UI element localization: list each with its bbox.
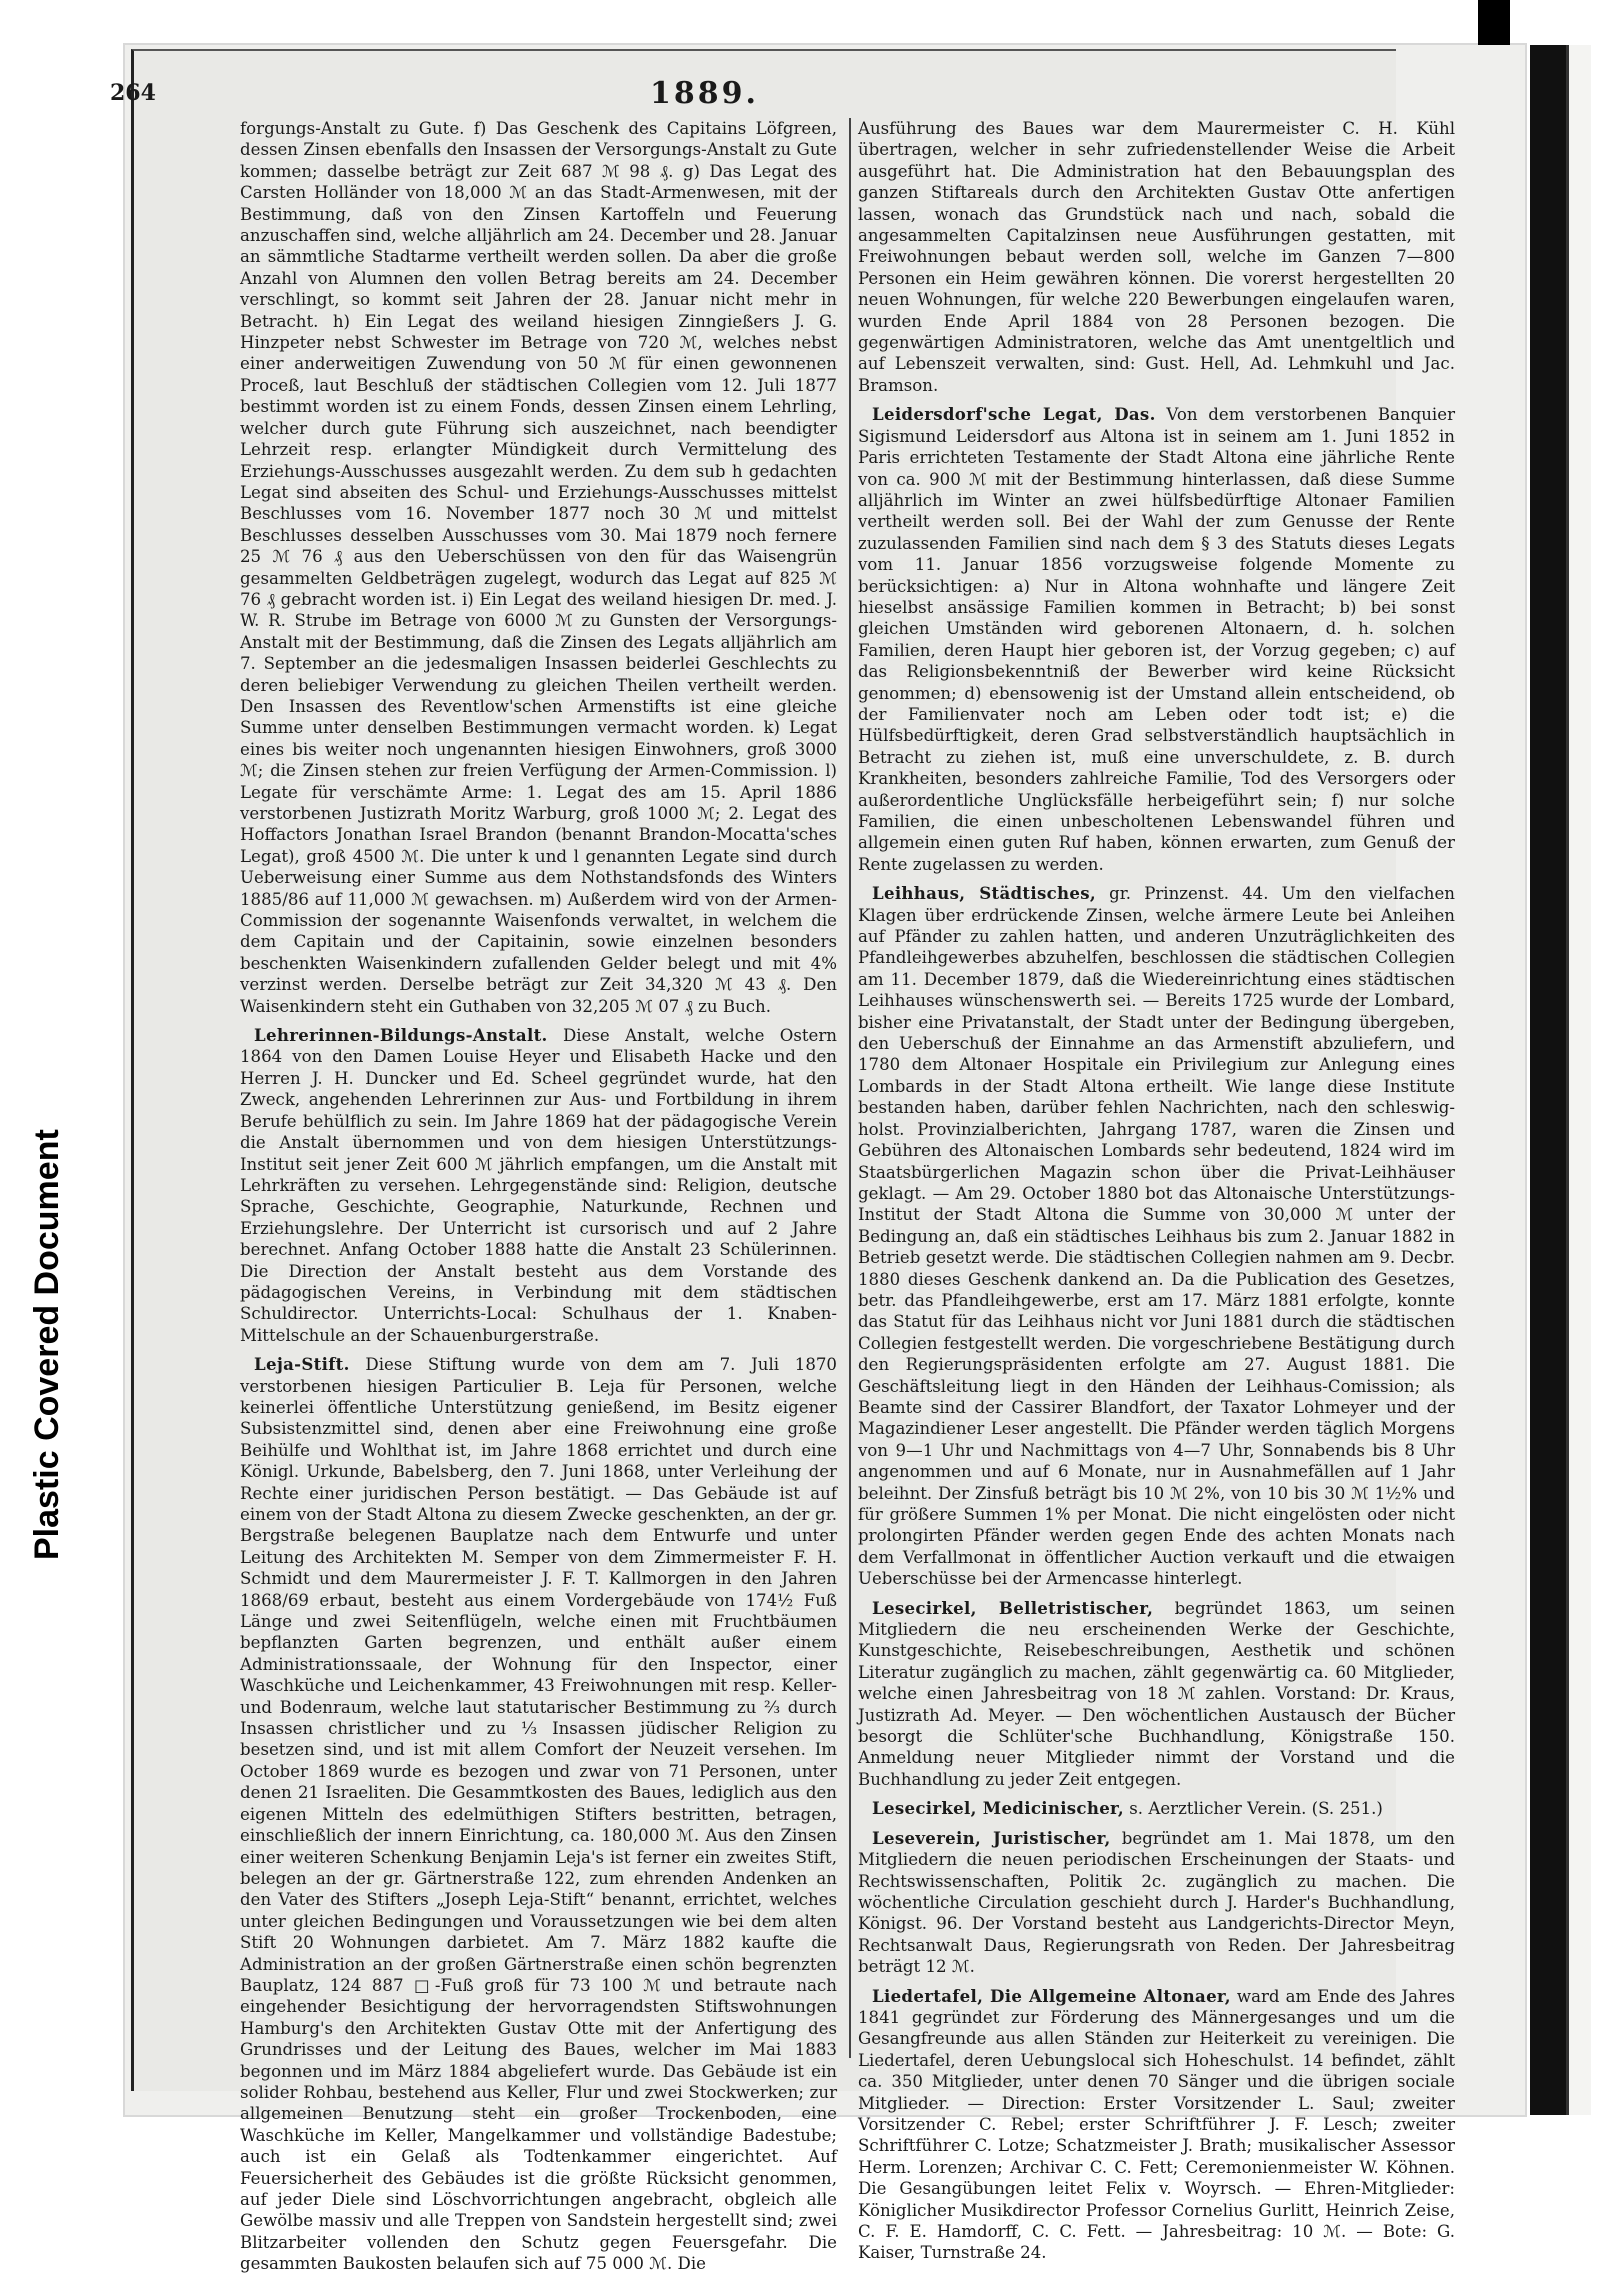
- entry-text: s. Aerztlicher Verein. (S. 251.): [1129, 1799, 1383, 1819]
- entry-text: Diese Anstalt, welche Ostern 1864 von den Damen Louise Heyer und Elisabeth Hacke und den Herren J. H. Duncker und Ed. Scheel gegründet wurde, hat den Zweck, angehenden Lehrerinnen zur Aus- und Fortbildung in ihrem Berufe behülflich zu sein. Im Jahre 1869 hat der pädagogische Verein die Anstalt übernommen und von dem hiesigen Unterstützungs-Institut seit jener Zeit 600 ℳ jährlich empfangen, um die Anstalt mit Lehrkräften zu versehen. Lehrgegenstände sind: Religion, deutsche Sprache, Geschichte, Geographie, Naturkunde, Rechnen und Erziehungslehre. Der Unterricht ist cursorisch und auf 2 Jahre berechnet. Anfang October 1888 hatte die Anstalt 23 Schülerinnen. Die Direction der Anstalt besteht aus dem Vorstande des pädagogischen Vereins, in Verbindung mit dem städtischen Schuldirector. Unterrichts-Local: Schulhaus der 1. Knaben-Mittelschule an der Schauenburgerstraße.: [240, 1026, 837, 1345]
- entry-heading: Leja-Stift.: [254, 1354, 350, 1375]
- entry-text: ward am Ende des Jahres 1841 gegründet zur Förderung des Männergesanges und um die Gesangfreunde aus allen Ständen zur Heiterkeit zu vereinigen. Die Liedertafel, deren Uebungslocal sich Hoheschulst. 14 befindet, zählt ca. 350 Mitglieder, unter denen 70 Sänger und die übrigen sociale Mitglieder. — Direction: Erster Vorsitzender L. Saul; zweiter Vorsitzender C. Rebel; erster Schriftführer J. F. Lesch; zweiter Schriftführer C. Lotze; Schatzmeister J. Brath; musikalischer Assessor Herm. Lorenzen; Archivar C. C. Fett; Ceremonienmeister W. Köhnen. Die Gesangübungen leitet Felix v. Woyrsch. — Ehren-Mitglieder: Königlicher Musikdirector Professor Cornelius Gurlitt, Heinrich Zeise, C. F. E. Hamdorff, C. C. Fett. — Jahresbeitrag: 10 ℳ. — Bote: G. Kaiser, Turnstraße 24.: [858, 1986, 1455, 2263]
- entry-paragraph: [858, 1798, 1455, 1819]
- entry-heading: Lehrerinnen-Bildungs-Anstalt.: [254, 1025, 548, 1046]
- entry-heading: Lesecirkel, Belletristischer,: [872, 1597, 1154, 1618]
- entry-paragraph: [240, 1025, 837, 1346]
- entry-paragraph: [858, 883, 1455, 1589]
- plastic-covered-label: Plastic Covered Document: [28, 1129, 66, 1560]
- entry-paragraph: [858, 118, 1455, 396]
- entry-text: forgungs-Anstalt zu Gute. f) Das Geschenk des Capitains Löfgreen, dessen Zinsen ebenfalls den Insassen der Versorgungs-Anstalt zu Gute kommen; dasselbe beträgt zur Zeit 687 ℳ 98 ₰. g) Das Legat des Carsten Holländer von 18,000 ℳ an das Stadt-Armenwesen, mit der Bestimmung, daß von den Zinsen Kartoffeln und Feuerung anzuschaffen sind, welche alljährlich am 24. December und 28. Januar an sämmtliche Stadtarme vertheilt werden sollen. Da aber die große Anzahl von Alumnen den vollen Betrag bereits am 24. December verschlingt, so kommt seit Jahren der 28. Januar nicht mehr in Betracht. h) Ein Legat des weiland hiesigen Zinngießers J. G. Hinzpeter nebst Schwester im Betrage von 720 ℳ, welches nebst einer anderweitigen Zuwendung von 50 ℳ für einen gewonnenen Proceß, laut Beschluß der städtischen Collegien vom 12. Juli 1877 bestimmt worden ist zu einem Fonds, dessen Zinsen einem Lehrling, welcher durch gute Führung sich auszeichnet, nach beendigter Lehrzeit resp. erlangter Mündigkeit durch Vermittelung des Erziehungs-Ausschusses ausgezahlt werden. Zu dem sub h gedachten Legat sind abseiten des Schul- und Erziehungs-Ausschusses mittelst Beschlusses vom 16. November 1877 noch 30 ℳ und mittelst Beschlusses desselben Ausschusses vom 30. Mai 1879 noch fernere 25 ℳ 76 ₰ aus den Ueberschüssen von den für das Waisengrün gesammelten Geldbeträgen zugelegt, wodurch das Legat auf 825 ℳ 76 ₰ gebracht worden ist. i) Ein Legat des weiland hiesigen Dr. med. J. W. R. Strube im Betrage von 6000 ℳ zu Gunsten der Versorgungs-Anstalt mit der Bestimmung, daß die Zinsen des Legats alljährlich am 7. September an die jedesmaligen Insassen beiderlei Geschlechts zu deren beliebiger Verwendung zu gleichen Theilen vertheilt werden. Den Insassen des Reventlow'schen Armenstifts ist eine gleiche Summe unter denselben Bestimmungen vermacht worden. k) Legat eines bis weiter noch ungenannten hiesigen Einwohners, groß 3000 ℳ; die Zinsen stehen zur freien Verfügung der Armen-Commission. l) Legate für verschämte Arme: 1. Legat des am 15. April 1886 verstorbenen Justizrath Moritz Warburg, groß 1000 ℳ; 2. Legat des Hoffactors Jonathan Israel Brandon (benannt Brandon-Mocatta'sches Legat), groß 4500 ℳ. Die unter k und l genannten Legate sind durch Ueberweisung einer Summe aus dem Nothstandsfonds des Winters 1885/86 auf 11,000 ℳ gewachsen. m) Außerdem wird von der Armen-Commission der sogenannte Waisenfonds verwaltet, in welchem die dem Capitain und der Capitainin, sowie einzelnen besonders beschenkten Waisenkindern zufallenden Gelder belegt und mit 4% verzinst werden. Derselbe beträgt zur Zeit 34,320 ℳ 43 ₰. Den Waisenkindern steht ein Guthaben von 32,205 ℳ 07 ₰ zu Buch.: [240, 119, 837, 1016]
- right-column: [858, 118, 1455, 2263]
- page-header: [110, 76, 1290, 112]
- entry-text: gr. Prinzenst. 44. Um den vielfachen Klagen über erdrückende Zinsen, welche ärmere Leute bei Anleihen auf Pfänder zu zahlen hatten, und anderen Unzuträglichkeiten des Pfandleihgewerbes abzuhelfen, beschlossen die städtischen Collegien am 11. December 1879, daß die Wiedereinrichtung eines städtischen Leihhauses wünschenswerth sei. — Bereits 1725 wurde der Lombard, bisher eine Privatanstalt, der Stadt unter der Bedingung übergeben, den Ueberschuß der Einnahme an das Armenstift abzuliefern, und 1780 dem Altonaer Hospitale ein Privilegium zur Anlegung eines Lombards in der Stadt Altona ertheilt. Wie lange diese Institute bestanden haben, darüber fehlen Nachrichten, nach den schleswig-holst. Provinzialberichten, Jahrgang 1787, waren die Zinsen und Gebühren des Altonaischen Lombards sehr bedeutend, 1824 wird im Staatsbürgerlichen Magazin schon über die Privat-Leihhäuser geklagt. — Am 29. October 1880 bot das Altonaische Unterstützungs-Institut der Stadt Altona die Summe von 30,000 ℳ unter der Bedingung an, daß ein städtisches Leihhaus bis zum 2. Januar 1882 in Betrieb gesetzt werde. Die städtischen Collegien nahmen am 9. Decbr. 1880 dieses Geschenk dankend an. Da die Publication des Gesetzes, betr. das Pfandleihgewerbe, erst am 17. März 1881 erfolgte, konnte das Statut für das Leihhaus nicht vor Juni 1881 durch die städtischen Collegien festgestellt werden. Die vorgeschriebene Bestätigung durch den Regierungspräsidenten erfolgte am 27. August 1881. Die Geschäftsleitung liegt in den Händen der Leihhaus-Comission; als Beamte sind der Cassirer Blandfort, der Taxator Lohmeyer und der Magazindiener Leser angestellt. Die Pfänder werden täglich Morgens von 9—1 Uhr und Nachmittags von 4—7 Uhr, Sonnabends bis 8 Uhr angenommen und auf 6 Monate, nur in Ausnahmefällen auf 1 Jahr beleihnt. Der Zinsfuß beträgt bis 10 ℳ 2%, von 10 bis 30 ℳ 1½% und für größere Summen 1% per Monat. Die nicht eingelösten oder nicht prolongirten Pfänder werden gegen Ende des achten Monats nach dem Verfallmonat in öffentlicher Auction verkauft und die etwaigen Ueberschüsse bei der Armencasse hinterlegt.: [858, 884, 1455, 1589]
- page-year: 1889.: [650, 76, 759, 111]
- entry-paragraph: [858, 1828, 1455, 1978]
- entry-heading: Leihhaus, Städtisches,: [872, 883, 1096, 904]
- adjacent-page-edge: [1566, 45, 1591, 2115]
- column-divider: [849, 118, 851, 2058]
- entry-text: begründet am 1. Mai 1878, um den Mitgliedern die neuen periodischen Erscheinungen der Staats- und Rechtswissenschaften, Politik 2c. zugänglich zu machen. Die wöchentliche Circulation geschieht durch J. Harder's Buchhandlung, Königst. 96. Der Vorstand besteht aus Landgerichts-Director Meyn, Rechtsanwalt Daus, Regierungsrath von Reden. Der Jahresbeitrag beträgt 12 ℳ.: [858, 1828, 1455, 1977]
- entry-heading: Leidersdorf'sche Legat, Das.: [872, 404, 1156, 425]
- entry-heading: Liedertafel, Die Allgemeine Altonaer,: [872, 1985, 1231, 2006]
- entry-heading: Lesecirkel, Medicinischer,: [872, 1798, 1124, 1819]
- entry-paragraph: [858, 1598, 1455, 1791]
- entry-text: Von dem verstorbenen Banquier Sigismund Leidersdorf aus Altona ist in seinem am 1. Juni 1852 in Paris errichteten Testamente der Stadt Altona eine jährliche Rente von ca. 900 ℳ mit der Bestimmung hinterlassen, daß diese Summe alljährlich im Winter an zwei hülfsbedürftige Altonaer Familien vertheilt werden soll. Bei der Wahl der zum Genusse der Rente zuzulassenden Familien sind nach dem § 3 des Statuts dieses Legats vom 11. Januar 1856 vorzugsweise folgende Momente zu berücksichtigen: a) Nur in Altona wohnhafte und längere Zeit hieselbst ansässige Familien kommen in Betracht; b) bei sonst gleichen Umständen wird geborenen Altonaern, d. h. solchen Familien, deren Haupt hier geboren ist, der Vorzug gegeben; c) auf das Religionsbekenntniß der Bewerber wird keine Rücksicht genommen; d) ebensowenig ist der Umstand allein entscheidend, ob der Familienvater noch am Leben oder todt ist; e) die Hülfsbedürftigkeit, deren Grad selbstverständlich hauptsächlich in Betracht zu ziehen ist, muß eine unverschuldete, z. B. durch Krankheiten, besonders zahlreiche Familie, Tod des Versorgers oder außerordentliche Unglücksfälle herbeigeführt sein; f) nur solche Familien, die einen unbescholtenen Lebenswandel führen und allgemein einen guten Ruf haben, können erwarten, zum Genuß der Rente zugelassen zu werden.: [858, 405, 1455, 874]
- entry-heading: Leseverein, Juristischer,: [872, 1827, 1111, 1848]
- entry-paragraph: [240, 118, 837, 1017]
- entry-paragraph: [240, 1354, 837, 2274]
- entry-paragraph: [858, 404, 1455, 875]
- entry-text: Diese Stiftung wurde von dem am 7. Juli 1870 verstorbenen hiesigen Particulier B. Leja für Personen, welche keinerlei öffentliche Unterstützung genießend, im Besitz eigener Subsistenzmittel sind, denen aber eine Freiwohnung eine große Beihülfe und Wohlthat ist, im Jahre 1868 errichtet und durch eine Königl. Urkunde, Babelsberg, den 7. Juni 1868, unter Verleihung der Rechte einer juridischen Person bestätigt. — Das Gebäude ist auf einem von der Stadt Altona zu diesem Zwecke geschenkten, an der gr. Bergstraße belegenen Bauplatze nach dem Entwurfe und unter Leitung des Architekten M. Semper von dem Zimmermeister F. H. Schmidt und dem Maurermeister J. F. T. Kallmorgen in den Jahren 1868/69 erbaut, besteht aus einem Vordergebäude von 174½ Fuß Länge und zwei Seitenflügeln, welche einen mit Fruchtbäumen bepflanzten Garten begrenzen, und enthält außer einem Administrationssaale, der Wohnung für den Inspector, einer Waschküche und Leichenkammer, 43 Freiwohnungen mit resp. Keller- und Bodenraum, welche laut statutarischer Bestimmung zu ⅔ durch Insassen christlicher und zu ⅓ Insassen jüdischer Religion zu besetzen sind, und ist mit allem Comfort der Neuzeit versehen. Im October 1869 wurde es bezogen und zwar von 71 Personen, unter denen 21 Israeliten. Die Gesammtkosten des Baues, lediglich aus den eigenen Mitteln des edelmüthigen Stifters bestritten, betragen, einschließlich der innern Einrichtung, ca. 180,000 ℳ. Aus den Zinsen einer weiteren Schenkung Benjamin Leja's ist ferner ein zweites Stift, belegen an der gr. Gärtnerstraße 122, zum ehrenden Andenken an den Vater des Stifters „Joseph Leja-Stift“ benannt, errichtet, welches unter gleichen Bedingungen und Voraussetzungen wie bei dem alten Stift 20 Wohnungen darbietet. Am 7. März 1882 kaufte die Administration an der großen Gärtnerstraße einen schön begrenzten Bauplatz, 124 887 □-Fuß groß für 73 100 ℳ und betraute nach eingehender Besichtigung der hervorragendsten Stiftswohnungen Hamburg's den Architekten Gustav Otte mit der Anfertigung des Grundrisses und der Leitung des Baues, welcher im Mai 1883 begonnen und im März 1884 abgeliefert wurde. Das Gebäude ist ein solider Rohbau, bestehend aus Keller, Flur und zwei Stockwerken; zur allgemeinen Benutzung steht ein großer Trockenboden, eine Waschküche im Keller, Mangelkammer und vollständige Badestube; auch ist ein Gelaß als Todtenkammer eingerichtet. Auf Feuersicherheit des Gebäudes ist die größte Rücksicht genommen, auf jeder Diele sind Löschvorrichtungen angebracht, obgleich alle Gewölbe massiv und alle Treppen von Sandstein hergestellt sind; zwei Blitzarbeiter vollenden den Schutz gegen Feuersgefahr. Die gesammten Baukosten belaufen sich auf 75 000 ℳ. Die: [240, 1355, 837, 2274]
- left-column: [240, 118, 837, 2274]
- entry-text: begründet 1863, um seinen Mitgliedern die neu erscheinenden Werke der Geschichte, Kunstgeschichte, Reisebeschreibungen, Aesthetik und schönen Literatur zugänglich zu machen, zählt gegenwärtig ca. 60 Mitglieder, welche einen Jahresbeitrag von 18 ℳ zahlen. Vorstand: Dr. Kraus, Justizrath Ad. Meyer. — Den wöchentlichen Austausch der Bücher besorgt die Schlüter'sche Buchhandlung, Königstraße 150. Anmeldung neuer Mitglieder nimmt der Vorstand und die Buchhandlung zu jeder Zeit entgegen.: [858, 1598, 1455, 1789]
- scan-corner-mark: [1478, 0, 1510, 45]
- entry-text: Ausführung des Baues war dem Maurermeister C. H. Kühl übertragen, welcher in sehr zufriedenstellender Weise die Arbeit ausgeführt hat. Die Administration hat den Bebauungsplan des ganzen Stiftareals durch den Architekten Gustav Otte anfertigen lassen, wonach das Grundstück nach und nach, sobald die angesammelten Capitalzinsen neue Ausführungen gestatten, mit Freiwohnungen bebaut werden soll, welche im Ganzen 7—800 Personen ein Heim gewähren können. Die vorerst hergestellten 20 neuen Wohnungen, für welche 220 Bewerbungen eingelaufen waren, wurden Ende April 1884 von 28 Personen bezogen. Die gegenwärtigen Administratoren, welche das Amt unentgeltlich und auf Lebenszeit verwalten, sind: Gust. Hell, Ad. Lehmkuhl und Jac. Bramson.: [858, 119, 1455, 395]
- binding-strip: [1530, 45, 1566, 2115]
- page-number: 264: [110, 80, 156, 106]
- entry-paragraph: [858, 1986, 1455, 2264]
